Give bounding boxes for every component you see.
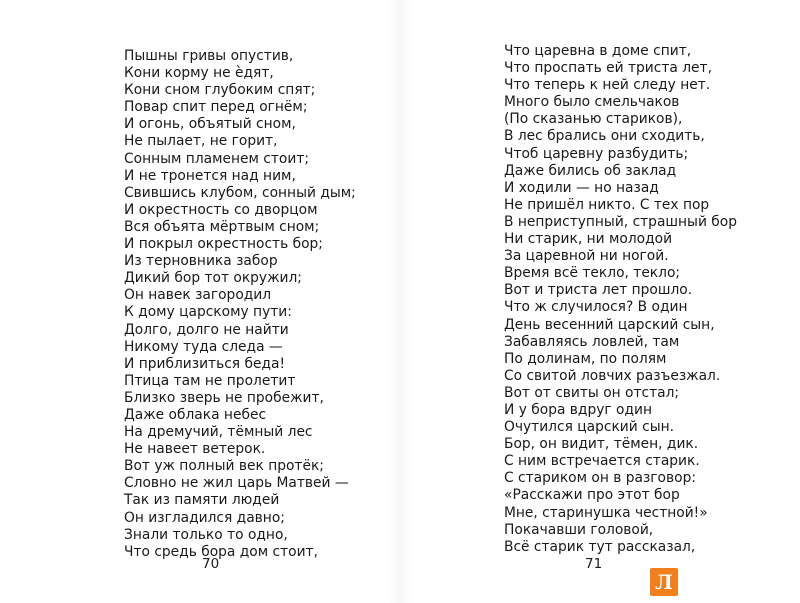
verse-line: Он изгладился давно; [124, 509, 285, 526]
verse-line: Время всё текло, текло; [504, 265, 681, 282]
verse-line: Очутился царский сын. [504, 419, 674, 436]
right-page [400, 0, 800, 603]
verse-line: И ходили — но назад [504, 179, 659, 196]
verse-line: Всё старик тут рассказал, [504, 538, 696, 555]
verse-line: Вот от свиты он отстал; [504, 384, 680, 401]
verse-line: Что теперь к ней следу нет. [504, 77, 711, 94]
verse-line: Вот и триста лет прошло. [504, 282, 693, 299]
verse-line: Повар спит перед огнём; [124, 99, 308, 116]
verse-line: Словно не жил царь Матвей — [124, 475, 349, 492]
verse-line: Не пришёл никто. С тех пор [504, 196, 710, 213]
verse-line: Знали только то одно, [124, 526, 288, 543]
verse-line: С стариком он в разговор: [504, 470, 696, 487]
verse-line: Кони сном глубоким спят; [124, 82, 316, 99]
verse-line: День весенний царский сын, [504, 316, 715, 333]
verse-line: Сонным пламенем стоит; [124, 150, 310, 167]
verse-line: И покрыл окрестность бор; [124, 236, 323, 253]
verse-line: В лес брались они сходить, [504, 128, 705, 145]
verse-line: Что проспать ей триста лет, [504, 60, 712, 77]
verse-line: Чтоб царевну разбудить; [504, 145, 689, 162]
verse-line: К дому царскому пути: [124, 304, 292, 321]
verse-line: Вот уж полный век протёк; [124, 458, 324, 475]
verse-line: Что средь бора дом стоит, [124, 543, 318, 560]
verse-line: Так из памяти людей [124, 492, 280, 509]
verse-line: Птица там не пролетит [124, 372, 296, 389]
verse-line: (По сказанью стариков), [504, 111, 683, 128]
verse-line: Никому туда следа — [124, 338, 283, 355]
verse-line: Забавляясь ловлей, там [504, 333, 680, 350]
verse-line: Не пылает, не горит, [124, 133, 278, 150]
verse-line: Ни старик, ни молодой [504, 231, 673, 248]
verse-line: Со свитой ловчих разъезжал. [504, 367, 721, 384]
verse-line: Вся объята мёртвым сном; [124, 218, 320, 235]
labirint-logo-icon: Л [650, 568, 678, 596]
left-page-number: 70 [202, 556, 220, 572]
verse-line: И окрестность со дворцом [124, 201, 318, 218]
verse-line: Долго, долго не найти [124, 321, 289, 338]
verse-line: Много было смельчаков [504, 94, 680, 111]
verse-line: По долинам, по полям [504, 350, 667, 367]
verse-line: Покачавши головой, [504, 521, 654, 538]
verse-line: Свившись клубом, сонный дым; [124, 184, 356, 201]
right-page-number: 71 [585, 556, 603, 572]
verse-line: Кони корму не ѐдят, [124, 65, 274, 82]
verse-line: За царевной ни ногой. [504, 248, 669, 265]
verse-line: И у бора вдруг один [504, 401, 652, 418]
left-verse [124, 48, 356, 561]
verse-line: Даже облака небес [124, 406, 267, 423]
verse-line: Не навеет ветерок. [124, 441, 266, 458]
right-verse [504, 43, 737, 556]
verse-line: В неприступный, страшный бор [504, 213, 737, 230]
verse-line: Что царевна в доме спит, [504, 43, 692, 59]
verse-line: Из терновника забор [124, 253, 278, 270]
verse-line: Бор, он видит, тёмен, дик. [504, 436, 699, 453]
verse-line: Дикий бор тот окружил; [124, 270, 302, 287]
verse-line: Даже бились об заклад [504, 162, 677, 179]
verse-line: Он навек загородил [124, 287, 272, 304]
verse-line: Пышны гривы опустив, [124, 48, 294, 64]
verse-line: Близко зверь не пробежит, [124, 389, 324, 406]
verse-line: И огонь, объятый сном, [124, 116, 296, 133]
verse-line: Что ж случилося? В один [504, 299, 688, 316]
verse-line: С ним встречается старик. [504, 453, 700, 470]
verse-line: И приблизиться беда! [124, 355, 286, 372]
verse-line: Мне, старинушка честной!» [504, 504, 708, 521]
verse-line: На дремучий, тёмный лес [124, 424, 313, 441]
verse-line: И не тронется над ним, [124, 167, 296, 184]
verse-line: «Расскажи про этот бор [504, 487, 680, 504]
